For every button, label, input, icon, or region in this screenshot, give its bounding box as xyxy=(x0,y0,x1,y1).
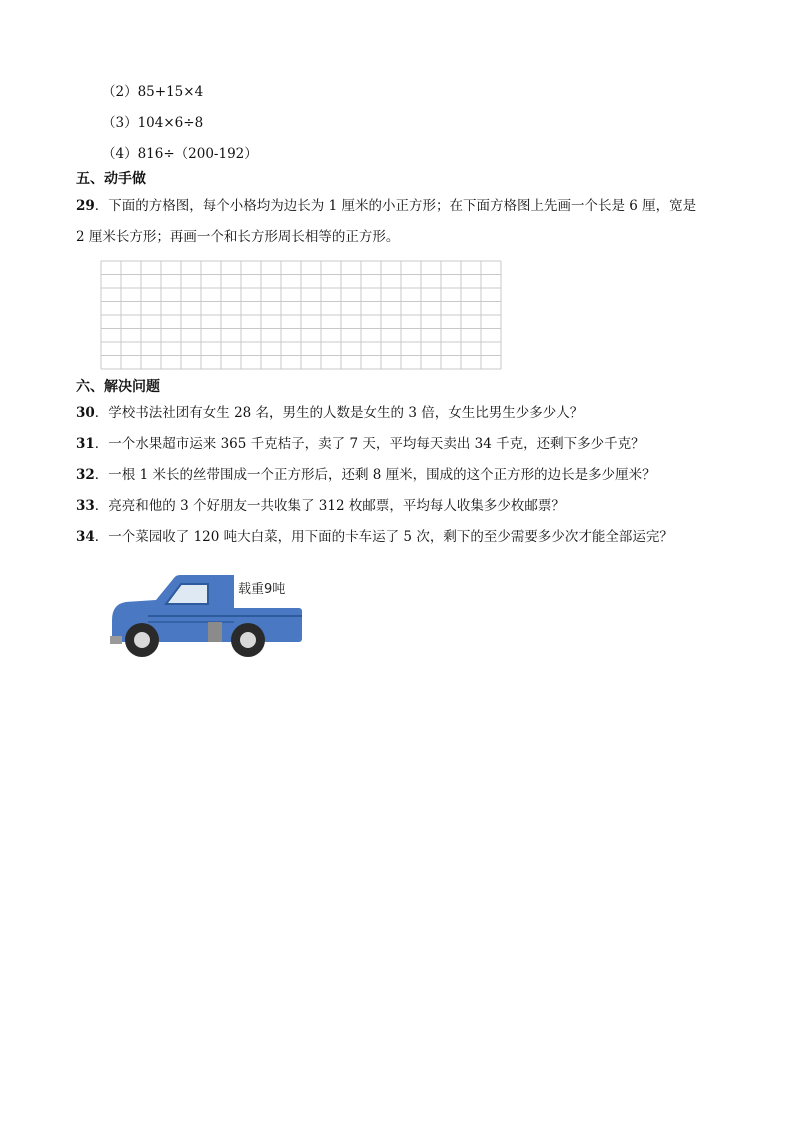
question-34-text: ．一个菜园收了 120 吨大白菜，用下面的卡车运了 5 次，剩下的至少需要多少次才能全部运完？ xyxy=(94,529,673,545)
question-32-text: ．一根 1 米长的丝带围成一个正方形后，还剩 8 厘米，围成的这个正方形的边长是多少厘米？ xyxy=(94,467,656,483)
question-29-text-1: ．下面的方格图，每个小格均为边长为 1 厘米的小正方形；在下面方格图上先画一个长是 6 厘，宽是 xyxy=(94,198,697,214)
question-33-number: 33 xyxy=(76,498,95,514)
question-31-text: ．一个水果超市运来 365 千克桔子，卖了 7 天，平均每天卖出 34 千克，还剩下多少千克？ xyxy=(94,436,645,452)
question-29-line1 xyxy=(76,197,696,215)
calc-item-2: （2）85+15×4 xyxy=(102,84,204,100)
question-33 xyxy=(76,497,565,515)
question-29-line2: 2 厘米长方形；再画一个和长方形周长相等的正方形。 xyxy=(76,229,400,245)
truck-step xyxy=(208,622,222,642)
question-31-number: 31 xyxy=(76,436,95,452)
question-32 xyxy=(76,466,656,484)
question-29-number: 29 xyxy=(76,198,95,214)
question-30-text: ．学校书法社团有女生 28 名，男生的人数是女生的 3 倍，女生比男生少多少人？ xyxy=(94,405,584,421)
truck-bumper xyxy=(110,636,122,644)
calc-item-4: （4）816÷（200-192） xyxy=(102,146,258,162)
question-33-text: ．亮亮和他的 3 个好朋友一共收集了 312 枚邮票，平均每人收集多少枚邮票？ xyxy=(94,498,565,514)
question-34-number: 34 xyxy=(76,529,95,545)
truck-illustration xyxy=(108,570,308,662)
question-32-number: 32 xyxy=(76,467,95,483)
square-grid xyxy=(100,260,502,370)
question-30 xyxy=(76,404,583,422)
question-30-number: 30 xyxy=(76,405,95,421)
section-6-title: 六、解决问题 xyxy=(76,379,160,395)
question-34 xyxy=(76,528,673,546)
truck-capacity-label: 载重9吨 xyxy=(238,582,286,597)
calc-item-3: （3）104×6÷8 xyxy=(102,115,204,131)
section-5-title: 五、动手做 xyxy=(76,171,146,187)
question-31 xyxy=(76,435,645,453)
